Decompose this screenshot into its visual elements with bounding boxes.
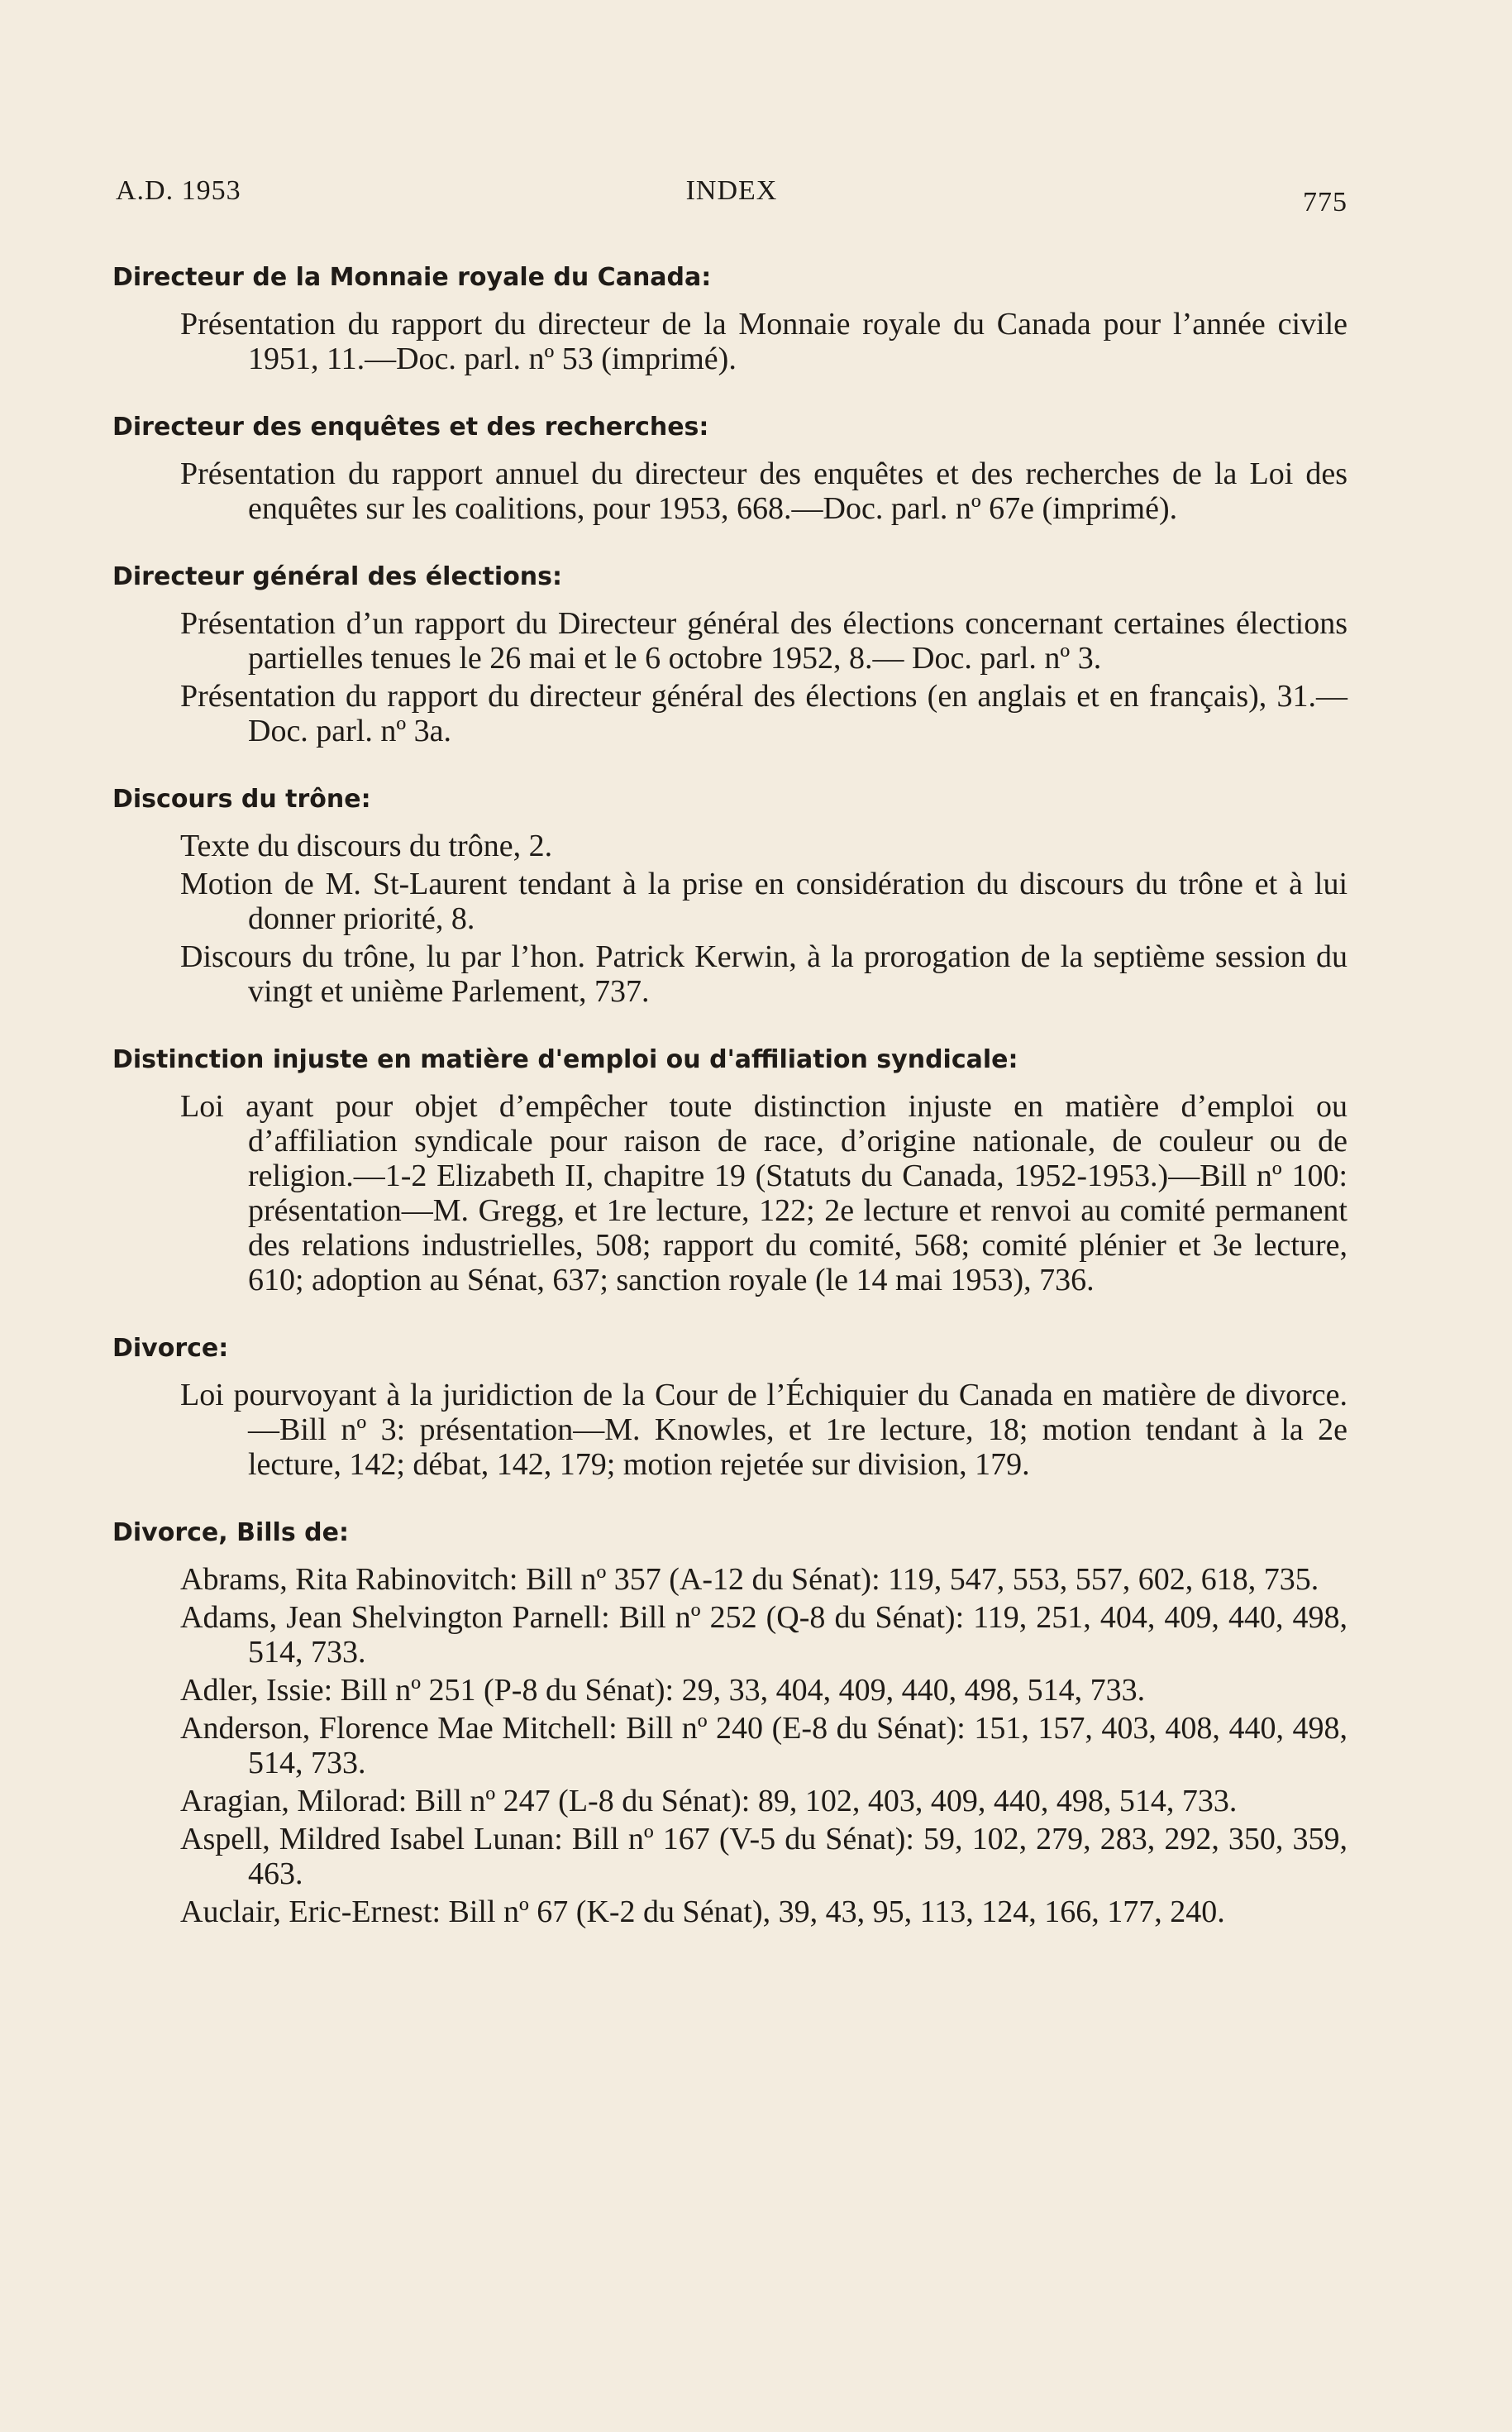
- index-entry: Loi ayant pour objet d’empêcher toute distinction injuste en matière d’emploi ou d’affiliation syndicale pour raison de race, d’origine nationale, de couleur ou de religion.—1-2 Elizabeth II, chapitre 19 (Statuts du Canada, 1952-1953.)—Bill nº 100: présentation—M. Gregg, et 1re lecture, 122; 2e lecture et renvoi au comité permanent des relations industrielles, 508; rapport du comité, 568; comité plénier et 3e lecture, 610; adoption au Sénat, 637; sanction royale (le 14 mai 1953), 736.: [180, 1089, 1347, 1297]
- index-entry: Présentation d’un rapport du Directeur général des élections concernant certaines élections partielles tenues le 26 mai et le 6 octobre 1952, 8.— Doc. parl. nº 3.: [180, 606, 1347, 676]
- header-title: INDEX: [685, 175, 778, 206]
- index-entry: Discours du trône, lu par l’hon. Patrick Kerwin, à la prorogation de la septième session du vingt et unième Parlement, 737.: [180, 939, 1347, 1009]
- index-entry: Abrams, Rita Rabinovitch: Bill nº 357 (A-12 du Sénat): 119, 547, 553, 557, 602, 618, 735.: [180, 1562, 1319, 1597]
- index-content: [107, 263, 1347, 1966]
- section-title: Directeur de la Monnaie royale du Canada:: [112, 263, 712, 292]
- index-section: [107, 1334, 1347, 1482]
- index-entry: Loi pourvoyant à la juridiction de la Cour de l’Échiquier du Canada en matière de divorce.—Bill nº 3: présentation—M. Knowles, et 1re lecture, 18; motion tendant à la 2e lecture, 142; débat, 142, 179; motion rejetée sur division, 179.: [180, 1378, 1347, 1482]
- index-section: [107, 263, 1347, 376]
- section-title: Directeur des enquêtes et des recherches:: [112, 413, 709, 442]
- index-entry: Texte du discours du trône, 2.: [180, 829, 553, 863]
- index-entry: Adams, Jean Shelvington Parnell: Bill nº 252 (Q-8 du Sénat): 119, 251, 404, 409, 440, 498, 514, 733.: [180, 1600, 1347, 1670]
- index-section: [107, 785, 1347, 1009]
- index-section: [107, 413, 1347, 526]
- section-title: Discours du trône:: [112, 785, 371, 814]
- index-entry: Anderson, Florence Mae Mitchell: Bill nº 240 (E-8 du Sénat): 151, 157, 403, 408, 440, 498, 514, 733.: [180, 1711, 1347, 1780]
- index-entry: Motion de M. St-Laurent tendant à la prise en considération du discours du trône et à lui donner priorité, 8.: [180, 867, 1347, 936]
- index-section: [107, 1518, 1347, 1929]
- section-title: Divorce:: [112, 1334, 229, 1363]
- index-entry: Aspell, Mildred Isabel Lunan: Bill nº 167 (V-5 du Sénat): 59, 102, 279, 283, 292, 350, 359, 463.: [180, 1822, 1347, 1891]
- index-entry: Présentation du rapport du directeur général des élections (en anglais et en français), 31.—Doc. parl. nº 3a.: [180, 679, 1347, 748]
- index-entry: Présentation du rapport du directeur de la Monnaie royale du Canada pour l’année civile 1951, 11.—Doc. parl. nº 53 (imprimé).: [180, 307, 1347, 376]
- index-section: [107, 562, 1347, 748]
- index-entry: Adler, Issie: Bill nº 251 (P-8 du Sénat): 29, 33, 404, 409, 440, 498, 514, 733.: [180, 1673, 1146, 1708]
- section-title: Divorce, Bills de:: [112, 1518, 349, 1547]
- index-entry: Auclair, Eric-Ernest: Bill nº 67 (K-2 du Sénat), 39, 43, 95, 113, 124, 166, 177, 240.: [180, 1894, 1225, 1929]
- index-entry: Aragian, Milorad: Bill nº 247 (L-8 du Sénat): 89, 102, 403, 409, 440, 498, 514, 733.: [180, 1784, 1238, 1818]
- page-number: 775: [1303, 187, 1347, 217]
- page-header: [116, 175, 1347, 217]
- section-title: Distinction injuste en matière d'emploi ou d'affiliation syndicale:: [112, 1045, 1018, 1074]
- index-entry: Présentation du rapport annuel du directeur des enquêtes et des recherches de la Loi des enquêtes sur les coalitions, pour 1953, 668.—Doc. parl. nº 67e (imprimé).: [180, 456, 1347, 526]
- header-year: A.D. 1953: [116, 175, 241, 206]
- index-section: [107, 1045, 1347, 1297]
- section-title: Directeur général des élections:: [112, 562, 563, 591]
